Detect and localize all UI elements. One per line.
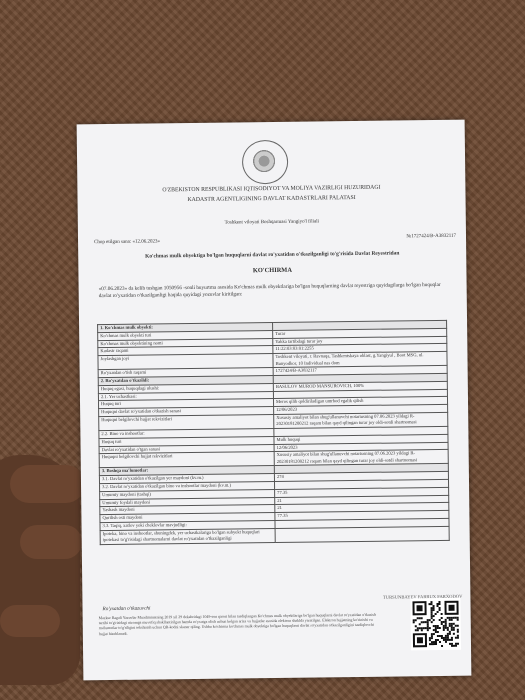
document-subject: Ko'chmas mulk obyektiga bo'lgan huquqlarni davlat ro'yxatidan o'tkazilganligi to'g'risida Davlat Reyestridan xyxy=(145,250,400,260)
row-value: 12/06/2023 xyxy=(274,442,448,452)
agency-heading: KADASTR AGENTLIGINING DAVLAT KADASTRLARI PALATASI xyxy=(187,194,356,204)
row-value: 77.35 xyxy=(275,511,449,521)
row-label: Kadastr raqami xyxy=(98,346,273,356)
state-emblem xyxy=(242,140,289,185)
row-value: 12/06/2023 xyxy=(274,405,448,415)
row-label: Huquqni davlat ro'yxatidan o'tkazish sanasi xyxy=(99,407,274,417)
row-label: Umumiy maydoni (tashqi) xyxy=(100,489,275,499)
branch-name: Toshkent viloyati Boshqarmasi Yangiyo'l filiali xyxy=(224,219,319,226)
row-label: Huquq turi xyxy=(99,436,274,446)
row-label: 3.1. Davlat ro'yxatidan o'tkazilgan yer maydoni (kv.m.) xyxy=(99,474,274,484)
row-label: Huquq egasi, huquqdagi ulushi: xyxy=(98,383,273,393)
issue-date: Chop etilgan sana: «12.06.2023» xyxy=(94,239,161,246)
row-value: Xususiy amaliyot bilan shug'ullanuvchi notariusning 07.06.2023 yildagi R-20230181200212 raqam bilan qayd qilingan turar joy oldi-sotdi shartnomasi xyxy=(274,450,448,466)
row-label: Qurilish osti maydoni xyxy=(100,513,275,523)
row-label: Umumiy foydali maydoni xyxy=(100,497,275,507)
row-label: Huquqni belgilovchi hujjat rekvizitlari xyxy=(99,452,274,468)
row-label: Huquq turi xyxy=(98,399,273,409)
row-value: 1727424/B-A3832117 xyxy=(273,366,447,376)
row-value: 21 xyxy=(275,503,449,513)
row-label: Davlat ro'yxatidan o'tgan sanasi xyxy=(99,444,274,454)
row-value: 21 xyxy=(275,495,449,505)
registrar-label: Ro'yxatdan o'tkazuvchi xyxy=(102,605,151,613)
registrar-name: TURSUNBAYEV FARRUX FARXODOV xyxy=(382,593,463,600)
fine-print: Mazkur Bagali Yazuvlar Muadiminatning 2019 yil 29 dekabridagi 1049-son qarori bilan tasdiqlangan Ko'chmas mulk obyektlariga bo'lgan huquqlarni davlat ro'yxatidan o'tkazish tartibi to'g'risidagi nizomga muvofiq shakllantirilgan hamda ro'yxatga olish uchun kelgan ariza va hujjatlar asosida elektron shaklda yaratilgan. Elektron hujjatning ko'rinishi va ma'lumotlar to'g'riligini tekshirish uchun QR-kodni skaner qiling. Ushbu ko'chirma ko'chmas mulk obyektiga bo'lgan huquqlarni davlat ro'yxatidan o'tkazilganligini tasdiqlovchi hujjat hisoblanadi. xyxy=(98,612,376,636)
ministry-heading: O'ZBEKISTON RESPUBLIKASI IQTISODIYOT VA MOLIYA VAZIRLIGI HUZURIDAGI xyxy=(162,184,381,194)
row-label: 2.1. Yer uchastkasi: xyxy=(98,391,273,401)
row-label: Yashash maydoni xyxy=(100,505,275,515)
row-label: 1. Ko'chmas mulk obyekti: xyxy=(98,323,273,333)
hand-finger xyxy=(10,465,85,503)
row-label: 3.3. Taqiq, xatlov yoki cheklovlar mavjudligi: xyxy=(100,520,275,530)
document-number: №1727424/B-A3832117 xyxy=(406,233,457,240)
row-label: Ro'yxatdan o'tish raqami xyxy=(98,368,273,378)
row-value: 11:22:03:03:01:2255 xyxy=(273,344,447,354)
row-label: Ko'chmas mulk obyektining nomi xyxy=(98,338,273,348)
document-page xyxy=(77,120,472,681)
row-label: 3. Boshqa ma'lumotlar: xyxy=(99,466,274,476)
hand-finger xyxy=(20,525,82,559)
row-value: 77.35 xyxy=(275,487,449,497)
row-value: Toshkent viloyati, r. Ravnaqa, Tashkentskaya oblast, g.Yangiyul , Boot MSG, ul. Bunyodkor, 10 Individual nas dom xyxy=(273,352,447,368)
row-label: Joylashgan joyi xyxy=(98,354,273,370)
row-value: Xususiy amaliyot bilan shug'ullanuvchi notariusning 07.06.2023 yildagi R-20230181200212 raqam bilan qayd qilingan turar joy oldi-sotdi shartnomasi xyxy=(274,412,448,428)
row-value: 274 xyxy=(274,472,448,482)
row-label: Ko'chmas mulk obyekti turi xyxy=(98,330,273,340)
row-value: Turar xyxy=(273,328,447,338)
hand-finger xyxy=(0,605,60,637)
qr-code xyxy=(410,598,461,651)
row-label: Huquqni belgilovchi hujjat rekvizitlari xyxy=(99,414,274,430)
row-label: 3.2. Davlat ro'yxatidan o'tkazilgan bino va inshootlar maydoni (kv.m.) xyxy=(100,481,275,491)
registry-table xyxy=(97,320,450,545)
row-value: BASULOV MUROD MANSUROVICH, 100% xyxy=(273,381,447,391)
row-value: Yakka tartibdagi turar joy xyxy=(273,336,447,346)
row-label: 2. Ro'yxatdan o'tkazildi: xyxy=(98,375,273,385)
row-value: Mulk huquqi xyxy=(274,434,448,444)
table-row xyxy=(100,526,449,544)
row-value: Meros qilib qoldiriladigan umrbod egalik qilish xyxy=(273,397,447,407)
document-title: KO'CHIRMA xyxy=(252,266,292,275)
intro-paragraph: «07.06.2023» da kelib tushgan 1050956 -sonli buyurtma asosida Ko'chmas mulk obyektlariga bo'lgan huquqlarning davlat reyestriga quyidagilarga bo'lgan huquqlar davlat ro'yxatidan o'tkazilganligi haqida quyidagi yozuvlar kiritilgan: xyxy=(98,281,441,300)
hand xyxy=(0,455,80,685)
row-label: Ipoteka, bino va inshootlar, shuningdek, yer uchastkalariga bo'lgan subyekt huquqlari ipotekasi to'g'risidagi shartnomalarni davlat ro'yxatidan o'tkazilganligi xyxy=(100,528,275,544)
row-label: 2.2. Bino va inshootlar: xyxy=(99,428,274,438)
row-value xyxy=(275,526,449,542)
